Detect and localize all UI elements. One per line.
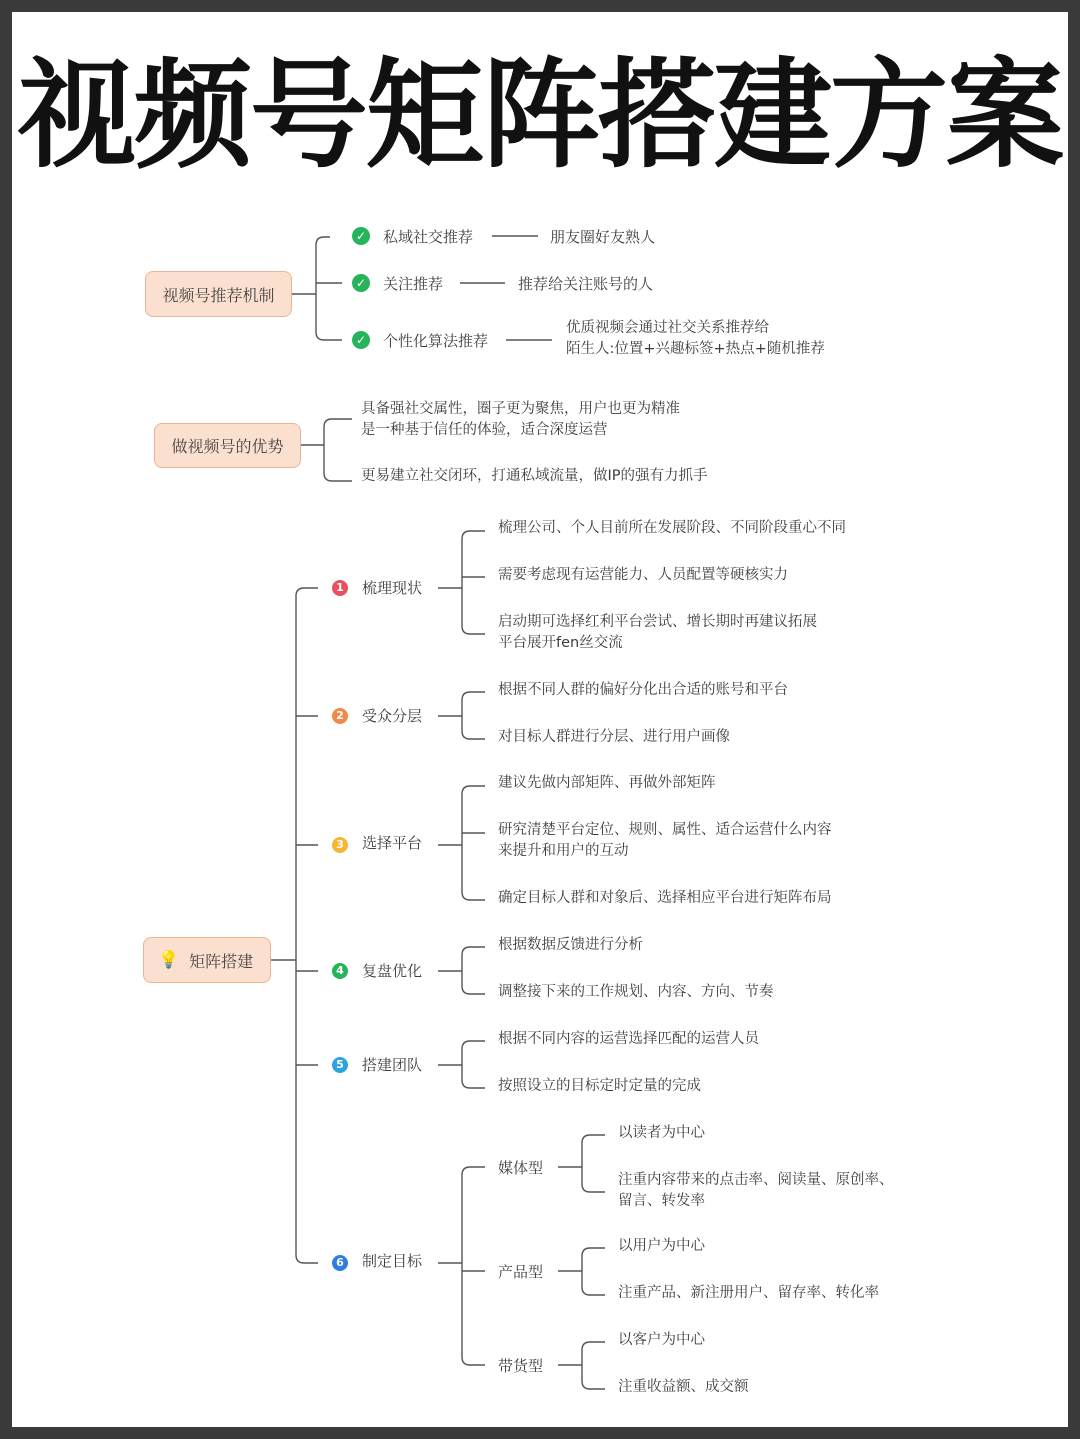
advantages-node: 做视频号的优势	[154, 423, 301, 468]
algorithm-recommend-desc-2: 陌生人:位置+兴趣标签+热点+随机推荐	[566, 341, 825, 357]
step-1-item: 启动期可选择红利平台尝试、增长期时再建议拓展	[498, 614, 817, 630]
step-5-item: 根据不同内容的运营选择匹配的运营人员	[498, 1031, 759, 1047]
type-product-label: 产品型	[498, 1263, 544, 1281]
step-5-item: 按照设立的目标定时定量的完成	[498, 1078, 701, 1094]
type-media-item: 以读者为中心	[618, 1125, 705, 1141]
step-3-item: 建议先做内部矩阵、再做外部矩阵	[498, 775, 716, 791]
step-4-item: 调整接下来的工作规划、内容、方向、节奏	[498, 984, 774, 1000]
step-2-label: 受众分层	[362, 707, 423, 725]
step-1-item: 梳理公司、个人目前所在发展阶段、不同阶段重心不同	[498, 520, 846, 536]
advantage-2-line-1: 更易建立社交闭环，打通私域流量，做IP的强有力抓手	[361, 468, 708, 484]
step-2-item: 根据不同人群的偏好分化出合适的账号和平台	[498, 682, 788, 698]
type-media-label: 媒体型	[498, 1159, 544, 1177]
advantage-1-line-2: 是一种基于信任的体验，适合深度运营	[361, 422, 608, 438]
check-icon: ✓	[352, 274, 370, 292]
step-5-badge: 5	[332, 1057, 348, 1073]
recommend-mechanism-node: 视频号推荐机制	[145, 271, 292, 317]
type-product-item: 注重产品、新注册用户、留存率、转化率	[618, 1285, 879, 1301]
step-2-badge: 2	[332, 708, 348, 724]
step-5-label: 搭建团队	[362, 1056, 423, 1074]
type-sales-item: 以客户为中心	[618, 1332, 705, 1348]
algorithm-recommend-label: 个性化算法推荐	[383, 332, 489, 350]
step-4-item: 根据数据反馈进行分析	[498, 937, 643, 953]
follow-recommend-desc: 推荐给关注账号的人	[518, 275, 654, 293]
matrix-build-label: 矩阵搭建	[189, 951, 254, 971]
type-media-item: 注重内容带来的点击率、阅读量、原创率、	[618, 1172, 894, 1188]
algorithm-recommend-desc-1: 优质视频会通过社交关系推荐给	[566, 320, 769, 336]
type-product-item: 以用户为中心	[618, 1238, 705, 1254]
type-sales-label: 带货型	[498, 1357, 544, 1375]
step-3-item: 确定目标人群和对象后、选择相应平台进行矩阵布局	[498, 890, 832, 906]
step-4-label: 复盘优化	[362, 962, 423, 980]
matrix-build-node	[143, 937, 271, 983]
type-sales-item: 注重收益额、成交额	[618, 1379, 749, 1395]
check-icon: ✓	[352, 227, 370, 245]
page-title: 视频号矩阵搭建方案	[17, 46, 1062, 184]
private-social-recommend-desc: 朋友圈好友熟人	[550, 228, 656, 246]
step-2-item: 对目标人群进行分层、进行用户画像	[498, 729, 730, 745]
follow-recommend-label: 关注推荐	[383, 275, 444, 293]
step-6-label: 制定目标	[362, 1252, 423, 1270]
step-3-badge: 3	[332, 837, 348, 853]
lightbulb-icon: 💡	[158, 950, 180, 970]
type-media-item: 留言、转发率	[618, 1193, 705, 1209]
step-1-item: 平台展开fen丝交流	[498, 635, 623, 651]
step-1-badge: 1	[332, 580, 348, 596]
advantage-1-line-1: 具备强社交属性，圈子更为聚焦，用户也更为精准	[361, 401, 680, 417]
step-1-item: 需要考虑现有运营能力、人员配置等硬核实力	[498, 567, 788, 583]
step-3-item: 来提升和用户的互动	[498, 843, 629, 859]
private-social-recommend-label: 私域社交推荐	[383, 228, 474, 246]
step-3-item: 研究清楚平台定位、规则、属性、适合运营什么内容	[498, 822, 832, 838]
check-icon: ✓	[352, 331, 370, 349]
step-6-badge: 6	[332, 1255, 348, 1271]
step-1-label: 梳理现状	[362, 579, 423, 597]
step-3-label: 选择平台	[362, 834, 423, 852]
step-4-badge: 4	[332, 963, 348, 979]
